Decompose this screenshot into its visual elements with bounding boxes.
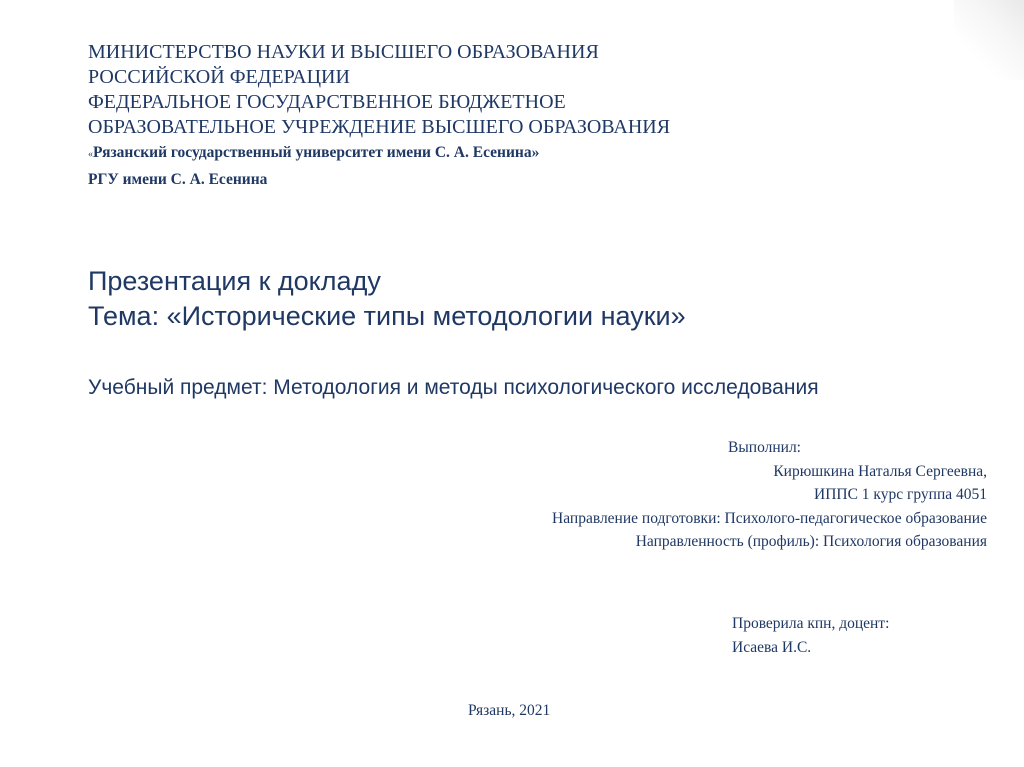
university-name-text: Рязанский государственный университет имени С. А. Есенина»: [93, 144, 540, 161]
subject-line: Учебный предмет: Методология и методы психологического исследования: [88, 376, 819, 399]
presentation-title: [88, 264, 686, 334]
university-name: [88, 140, 968, 167]
author-group: ИППС 1 курс группа 4051: [814, 486, 987, 503]
checker-name: Исаева И.С.: [732, 639, 812, 656]
author-direction: Направление подготовки: Психолого-педагогическое образование: [552, 509, 987, 527]
checker-label: Проверила кпн, доцент:: [732, 615, 890, 632]
header-line-federation: РОССИЙСКОЙ ФЕДЕРАЦИИ: [88, 66, 350, 88]
header-line-institution-type: ФЕДЕРАЛЬНОЕ ГОСУДАРСТВЕННОЕ БЮДЖЕТНОЕ: [88, 91, 566, 113]
checker-info: [732, 612, 889, 660]
university-open-quote: «: [88, 149, 93, 160]
university-short-name: РГУ имени С. А. Есенина: [88, 171, 268, 188]
author-info: [552, 436, 987, 554]
presentation-title-line: Презентация к докладу: [88, 266, 381, 296]
header-line-ministry: МИНИСТЕРСТВО НАУКИ И ВЫСШЕГО ОБРАЗОВАНИЯ: [88, 41, 599, 63]
city-year: Рязань, 2021: [468, 702, 551, 719]
ministry-header: [88, 40, 968, 192]
author-profile: Направленность (профиль): Психология образования: [635, 533, 987, 550]
performed-label: Выполнил:: [728, 439, 801, 456]
header-line-institution-type-2: ОБРАЗОВАТЕЛЬНОЕ УЧРЕЖДЕНИЕ ВЫСШЕГО ОБРАЗОВАНИЯ: [88, 116, 671, 138]
presentation-topic-line: Тема: «Исторические типы методологии науки»: [88, 301, 686, 331]
author-name: Кирюшкина Наталья Сергеевна,: [773, 462, 987, 480]
